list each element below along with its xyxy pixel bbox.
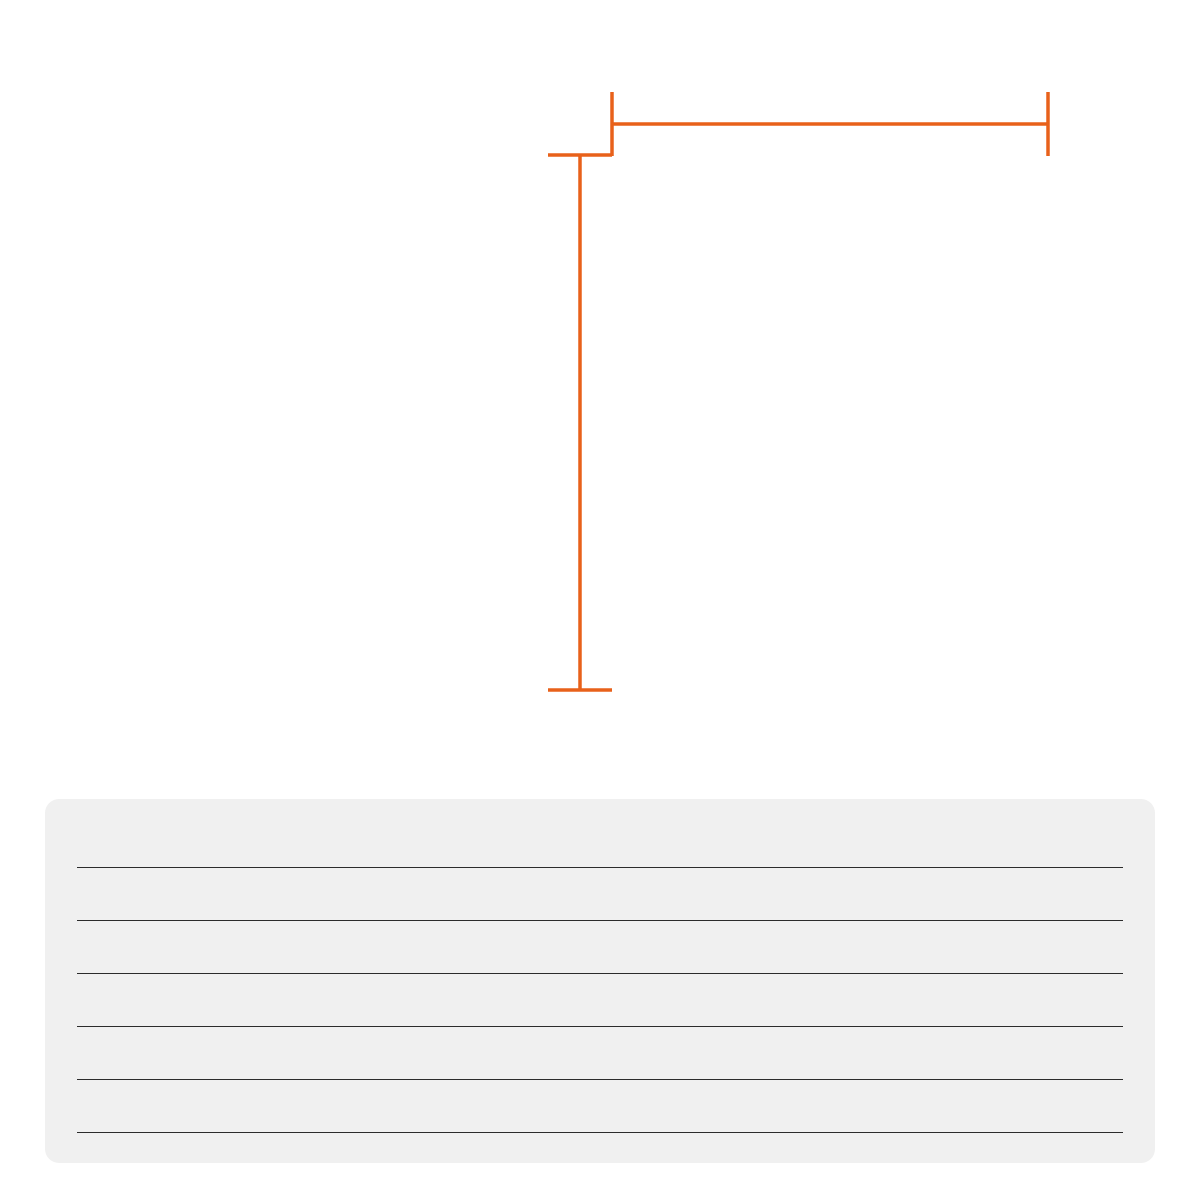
ground-spikes-image xyxy=(128,392,390,666)
product-diagram xyxy=(540,80,1070,760)
spec-panel xyxy=(45,799,1155,1163)
spec-row-height-shape xyxy=(77,868,1123,921)
spec-row-qty-color xyxy=(77,921,1123,974)
dimension-lines xyxy=(548,92,1048,690)
spec-row-surface xyxy=(77,974,1123,1027)
spec-row-dimensions xyxy=(77,1080,1123,1133)
spec-row-model xyxy=(77,815,1123,868)
spec-row-material-weight xyxy=(77,1027,1123,1080)
zip-ties-image xyxy=(130,140,390,306)
